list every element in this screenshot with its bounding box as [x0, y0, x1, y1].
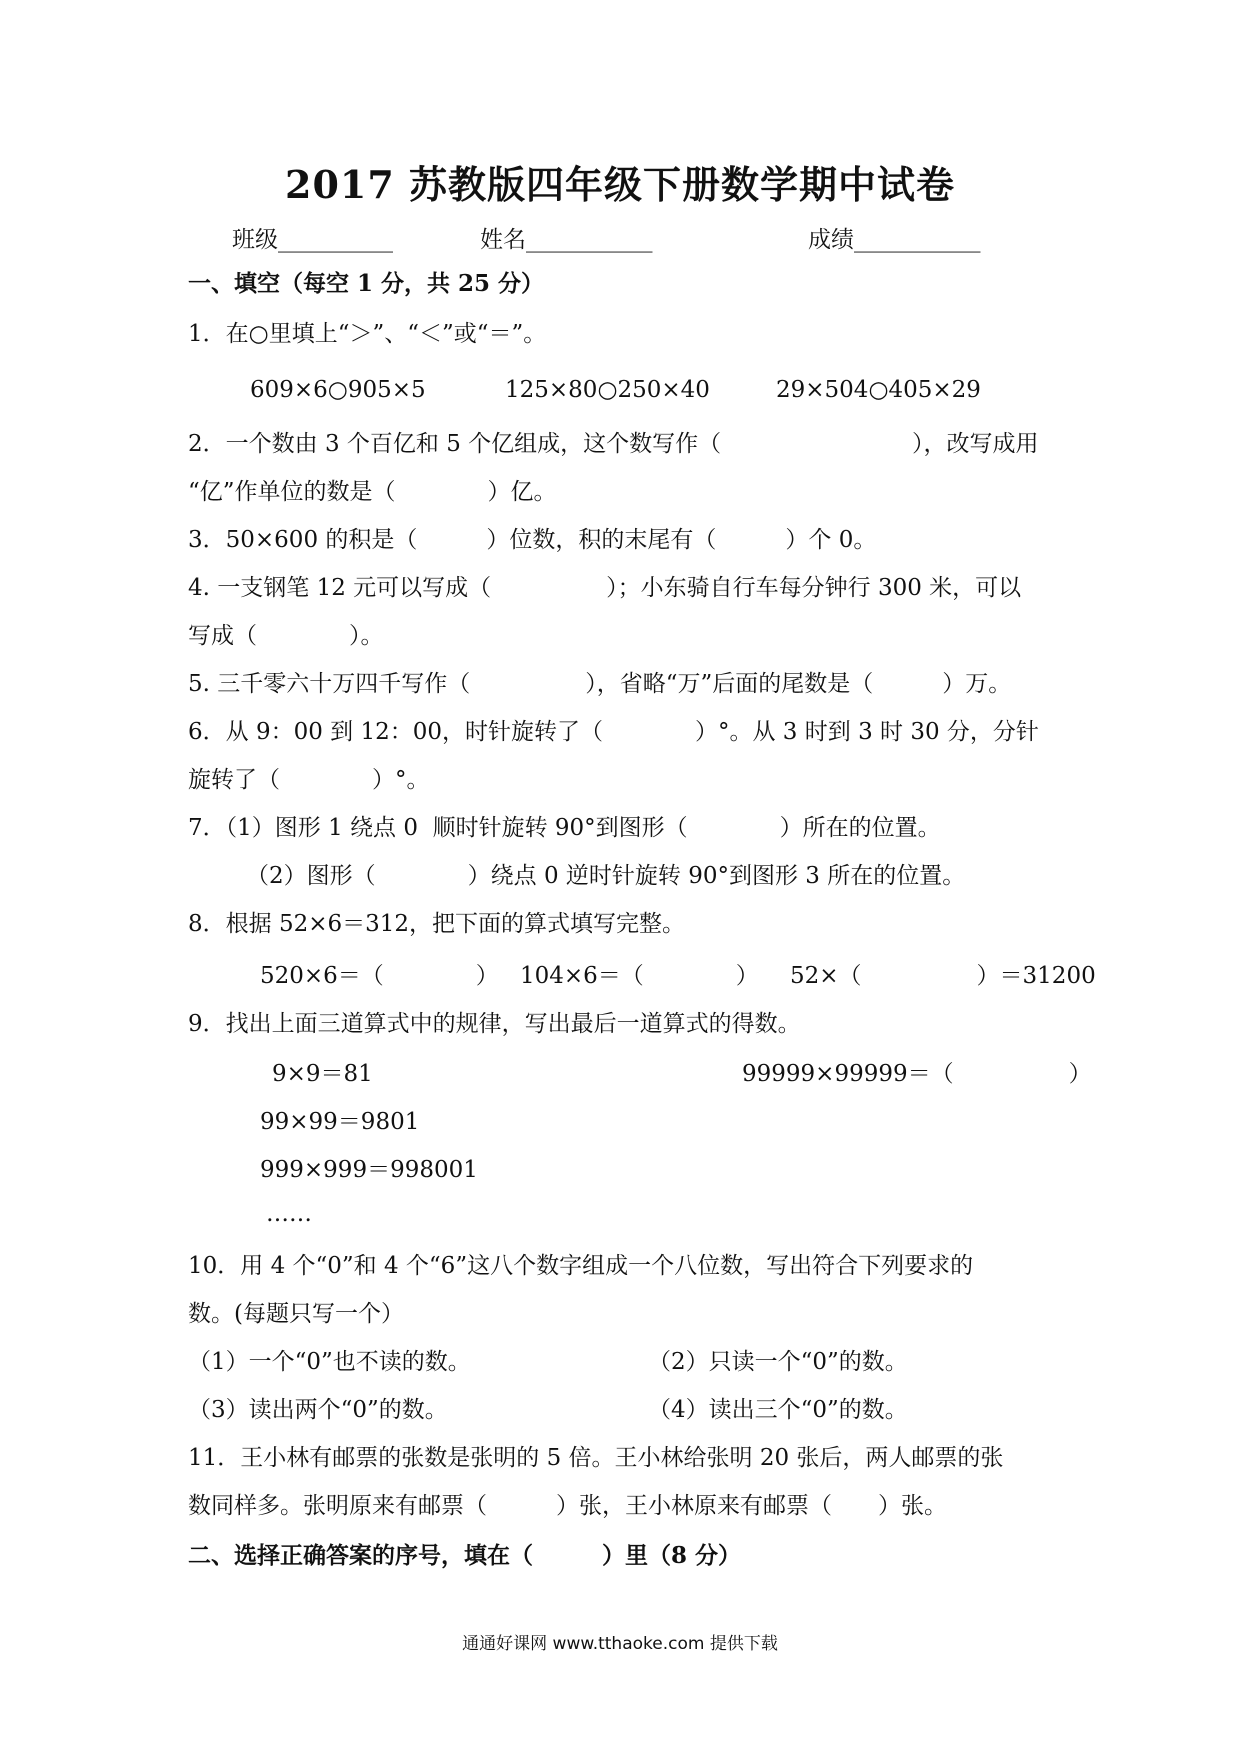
expression: 52×（ ）＝31200	[790, 963, 1096, 989]
question-5-text: 5. 三千零六十万四千写作（ ），省略“万”后面的尾数是（ ）万。	[188, 671, 1012, 697]
pattern-target: 99999×99999＝（ ）	[742, 1061, 1092, 1087]
student-info-row	[0, 216, 1240, 264]
expression: 125×80○250×40	[505, 377, 710, 403]
question-2-text: 2．一个数由 3 个百亿和 5 个亿组成，这个数写作（	[188, 431, 722, 457]
question-3	[0, 516, 1240, 564]
question-9	[0, 1000, 1240, 1048]
question-2-line-1	[0, 420, 1240, 468]
name-field: 姓名___________	[480, 227, 653, 253]
question-10-line-2	[0, 1290, 1240, 1338]
question-10-text: 10．用 4 个“0”和 4 个“6”这八个数字组成一个八位数，写出符合下列要求的	[188, 1253, 974, 1279]
question-11-text: 11．王小林有邮票的张数是张明的 5 倍。王小林给张明 20 张后，两人邮票的张	[188, 1445, 1004, 1471]
pattern-line: 99×99＝9801	[260, 1109, 420, 1135]
question-2-line-2	[0, 468, 1240, 516]
section-1-heading: 一、填空（每空 1 分，共 25 分）	[188, 270, 545, 297]
question-10-options-row-1	[0, 1338, 1240, 1386]
page-title: 2017 苏教版四年级下册数学期中试卷	[285, 162, 955, 207]
question-9-row-2	[0, 1098, 1240, 1146]
question-3-text: 3．50×600 的积是（ ）位数，积的末尾有（ ）个 0。	[188, 527, 877, 553]
question-1-expressions	[0, 366, 1240, 414]
question-2-text: “亿”作单位的数是（ ）亿。	[188, 479, 557, 505]
question-4-line-1	[0, 564, 1240, 612]
question-6-line-1	[0, 708, 1240, 756]
question-11-text: 数同样多。张明原来有邮票（ ）张，王小林原来有邮票（ ）张。	[188, 1493, 947, 1519]
question-6-line-2	[0, 756, 1240, 804]
question-10-text: 数。(每题只写一个）	[188, 1301, 404, 1327]
question-2-text-end: ），改写成用	[912, 431, 1039, 457]
question-7-line-1	[0, 804, 1240, 852]
question-4-text: 写成（ ）。	[188, 623, 384, 649]
expression: 520×6＝（ ）	[260, 963, 499, 989]
section-2-heading-text: 二、选择正确答案的序号，填在（ ）里（8 分）	[188, 1542, 742, 1569]
question-10-options-row-2	[0, 1386, 1240, 1434]
question-7-line-2	[0, 852, 1240, 900]
option: （4）读出三个“0”的数。	[648, 1397, 908, 1423]
question-8	[0, 900, 1240, 948]
option: （3）读出两个“0”的数。	[188, 1397, 448, 1423]
class-field: 班级__________	[232, 227, 393, 253]
pattern-ellipsis: ……	[266, 1201, 312, 1227]
question-7-text: （2）图形（ ）绕点 0 逆时针旋转 90°到图形 3 所在的位置。	[246, 863, 966, 889]
question-8-text: 8．根据 52×6＝312，把下面的算式填写完整。	[188, 911, 686, 937]
score-field: 成绩___________	[808, 227, 981, 253]
question-5	[0, 660, 1240, 708]
question-9-row-3	[0, 1146, 1240, 1194]
question-1	[0, 310, 1240, 358]
section-2-heading	[0, 1532, 1240, 1580]
question-9-row-1	[0, 1050, 1240, 1098]
question-9-text: 9．找出上面三道算式中的规律，写出最后一道算式的得数。	[188, 1011, 801, 1037]
option: （1）一个“0”也不读的数。	[188, 1349, 471, 1375]
question-6-text: 6．从 9：00 到 12：00，时针旋转了（ ）°。从 3 时到 3 时 30 分，分针	[188, 719, 1039, 745]
question-11-line-2	[0, 1482, 1240, 1530]
option: （2）只读一个“0”的数。	[648, 1349, 908, 1375]
question-8-expressions	[0, 952, 1240, 1000]
question-7-text: 7．（1）图形 1 绕点 0 顺时针旋转 90°到图形（ ）所在的位置。	[188, 815, 941, 841]
expression: 609×6○905×5	[250, 377, 426, 403]
question-10-line-1	[0, 1242, 1240, 1290]
expression: 104×6＝（ ）	[520, 963, 759, 989]
question-4-line-2	[0, 612, 1240, 660]
page-footer: 通通好课网 www.tthaoke.com 提供下载	[462, 1634, 778, 1654]
question-4-text: 4. 一支钢笔 12 元可以写成（ ）；小东骑自行车每分钟行 300 米，可以	[188, 575, 1022, 601]
question-11-line-1	[0, 1434, 1240, 1482]
question-9-row-4	[0, 1190, 1240, 1238]
question-1-text: 1．在○里填上“＞”、“＜”或“＝”。	[188, 321, 547, 347]
pattern-line: 999×999＝998001	[260, 1157, 478, 1183]
pattern-line: 9×9＝81	[272, 1061, 373, 1087]
expression: 29×504○405×29	[776, 377, 981, 403]
question-6-text: 旋转了（ ）°。	[188, 767, 430, 793]
